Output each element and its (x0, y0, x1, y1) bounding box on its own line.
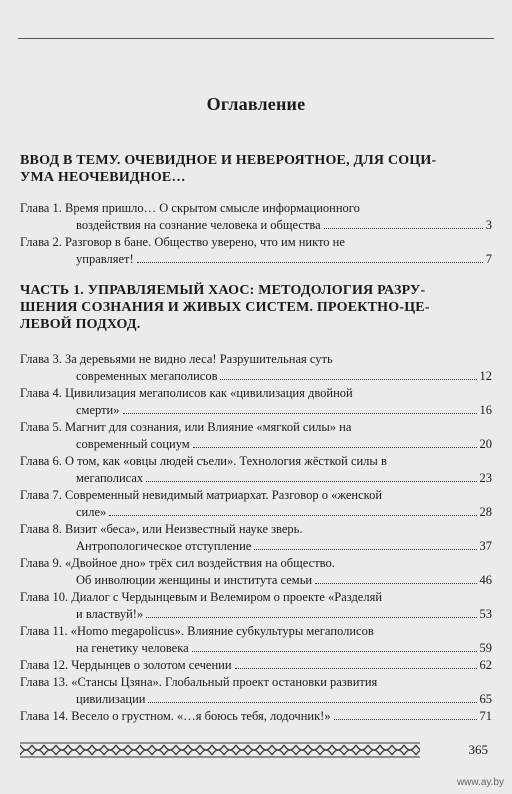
dot-leader (315, 583, 476, 584)
toc-entry (20, 521, 492, 555)
entry-page: 59 (479, 641, 492, 655)
section-line: ШЕНИЯ СОЗНАНИЯ И ЖИВЫХ СИСТЕМ. ПРОЕКТНО-ЦЕ- (20, 300, 430, 315)
toc-entry (20, 385, 492, 419)
dot-leader (148, 702, 476, 703)
dot-leader (137, 262, 483, 263)
entry-title: Глава 3. За деревьями не видно леса! Разрушительная суть (20, 352, 333, 366)
dot-leader (235, 668, 477, 669)
entry-title: Глава 11. «Homo megapolicus». Влияние субкультуры мегаполисов (20, 624, 374, 638)
toc-entry (20, 708, 492, 725)
entry-title: Глава 9. «Двойное дно» трёх сил воздействия на общество. (20, 556, 335, 570)
entry-title: Глава 10. Диалог с Чердынцевым и Велемиром о проекте «Разделяй (20, 590, 383, 604)
toc-entry (20, 234, 492, 268)
dot-leader (109, 515, 476, 516)
entry-title: Глава 13. «Стансы Цзяна». Глобальный проект остановки развития (20, 675, 378, 689)
entry-title-cont: смерти» (76, 403, 120, 417)
toc-entry (20, 623, 492, 657)
entry-page: 65 (479, 692, 492, 706)
toc-entry (20, 351, 492, 385)
entry-title-cont: силе» (76, 505, 107, 519)
entry-title: Глава 4. Цивилизация мегаполисов как «цивилизация двойной (20, 386, 353, 400)
entry-title: Глава 6. О том, как «овцы людей съели». Технология жёсткой силы в (20, 454, 387, 468)
entry-title: Глава 2. Разговор в бане. Общество уверено, что им никто не (20, 235, 345, 249)
entry-page: 23 (479, 471, 492, 485)
entry-page: 12 (479, 369, 492, 383)
dot-leader (254, 549, 476, 550)
entry-title-cont: Об инволюции женщины и института семьи (76, 573, 313, 587)
entry-title-cont: современных мегаполисов (76, 369, 218, 383)
entry-title: Глава 12. Чердынцев о золотом сечении (20, 658, 232, 672)
entry-page: 46 (479, 573, 492, 587)
entry-title-cont: мегаполисах (76, 471, 144, 485)
entry-page: 62 (479, 658, 492, 672)
toc-entry (20, 453, 492, 487)
entry-title: Глава 8. Визит «беса», или Неизвестный науке зверь. (20, 522, 303, 536)
dot-leader (146, 617, 476, 618)
section-line: УМА НЕОЧЕВИДНОЕ… (20, 170, 186, 185)
entry-title-cont: Антропологическое отступление (76, 539, 252, 553)
toc-entry (20, 487, 492, 521)
entry-page: 20 (479, 437, 492, 451)
watermark: www.ay.by (456, 777, 504, 788)
entry-title: Глава 14. Весело о грустном. «…я боюсь тебя, лодочник!» (20, 709, 331, 723)
toc-entry (20, 200, 492, 234)
dot-leader (146, 481, 476, 482)
entry-page: 16 (479, 403, 492, 417)
section-line: ЛЕВОЙ ПОДХОД. (20, 317, 141, 332)
section-line: ВВОД В ТЕМУ. ОЧЕВИДНОЕ И НЕВЕРОЯТНОЕ, ДЛЯ СОЦИ- (20, 153, 437, 168)
entry-title-cont: воздействия на сознание человека и общества (76, 218, 321, 232)
entry-page: 3 (485, 218, 492, 232)
ornament-border (20, 742, 420, 758)
dot-leader (192, 651, 477, 652)
entry-page: 53 (479, 607, 492, 621)
section-part1-title (20, 282, 492, 333)
dot-leader (334, 719, 477, 720)
section-line: ЧАСТЬ 1. УПРАВЛЯЕМЫЙ ХАОС: МЕТОДОЛОГИЯ РАЗРУ- (20, 283, 426, 298)
dot-leader (220, 379, 476, 380)
toc-heading: Оглавление (206, 94, 306, 114)
entry-page: 28 (479, 505, 492, 519)
entry-title: Глава 7. Современный невидимый матриархат. Разговор о «женской (20, 488, 383, 502)
toc-entry (20, 555, 492, 589)
page-number: 365 (468, 742, 488, 757)
top-rule (18, 38, 494, 39)
entry-page: 37 (479, 539, 492, 553)
section-intro-title (20, 152, 492, 186)
toc-entry (20, 657, 492, 674)
dot-leader (193, 447, 477, 448)
entry-title-cont: и властвуй!» (76, 607, 144, 621)
entry-title: Глава 1. Время пришло… О скрытом смысле информационного (20, 201, 360, 215)
entry-title-cont: управляет! (76, 252, 134, 266)
entry-page: 7 (485, 252, 492, 266)
toc-entry (20, 419, 492, 453)
entry-title-cont: цивилизации (76, 692, 146, 706)
entry-title-cont: современный социум (76, 437, 190, 451)
toc-entry (20, 589, 492, 623)
dot-leader (123, 413, 477, 414)
dot-leader (324, 228, 483, 229)
entry-page: 71 (479, 709, 492, 723)
entry-title: Глава 5. Магнит для сознания, или Влияние «мягкой силы» на (20, 420, 352, 434)
entry-title-cont: на генетику человека (76, 641, 189, 655)
toc-entry (20, 674, 492, 708)
